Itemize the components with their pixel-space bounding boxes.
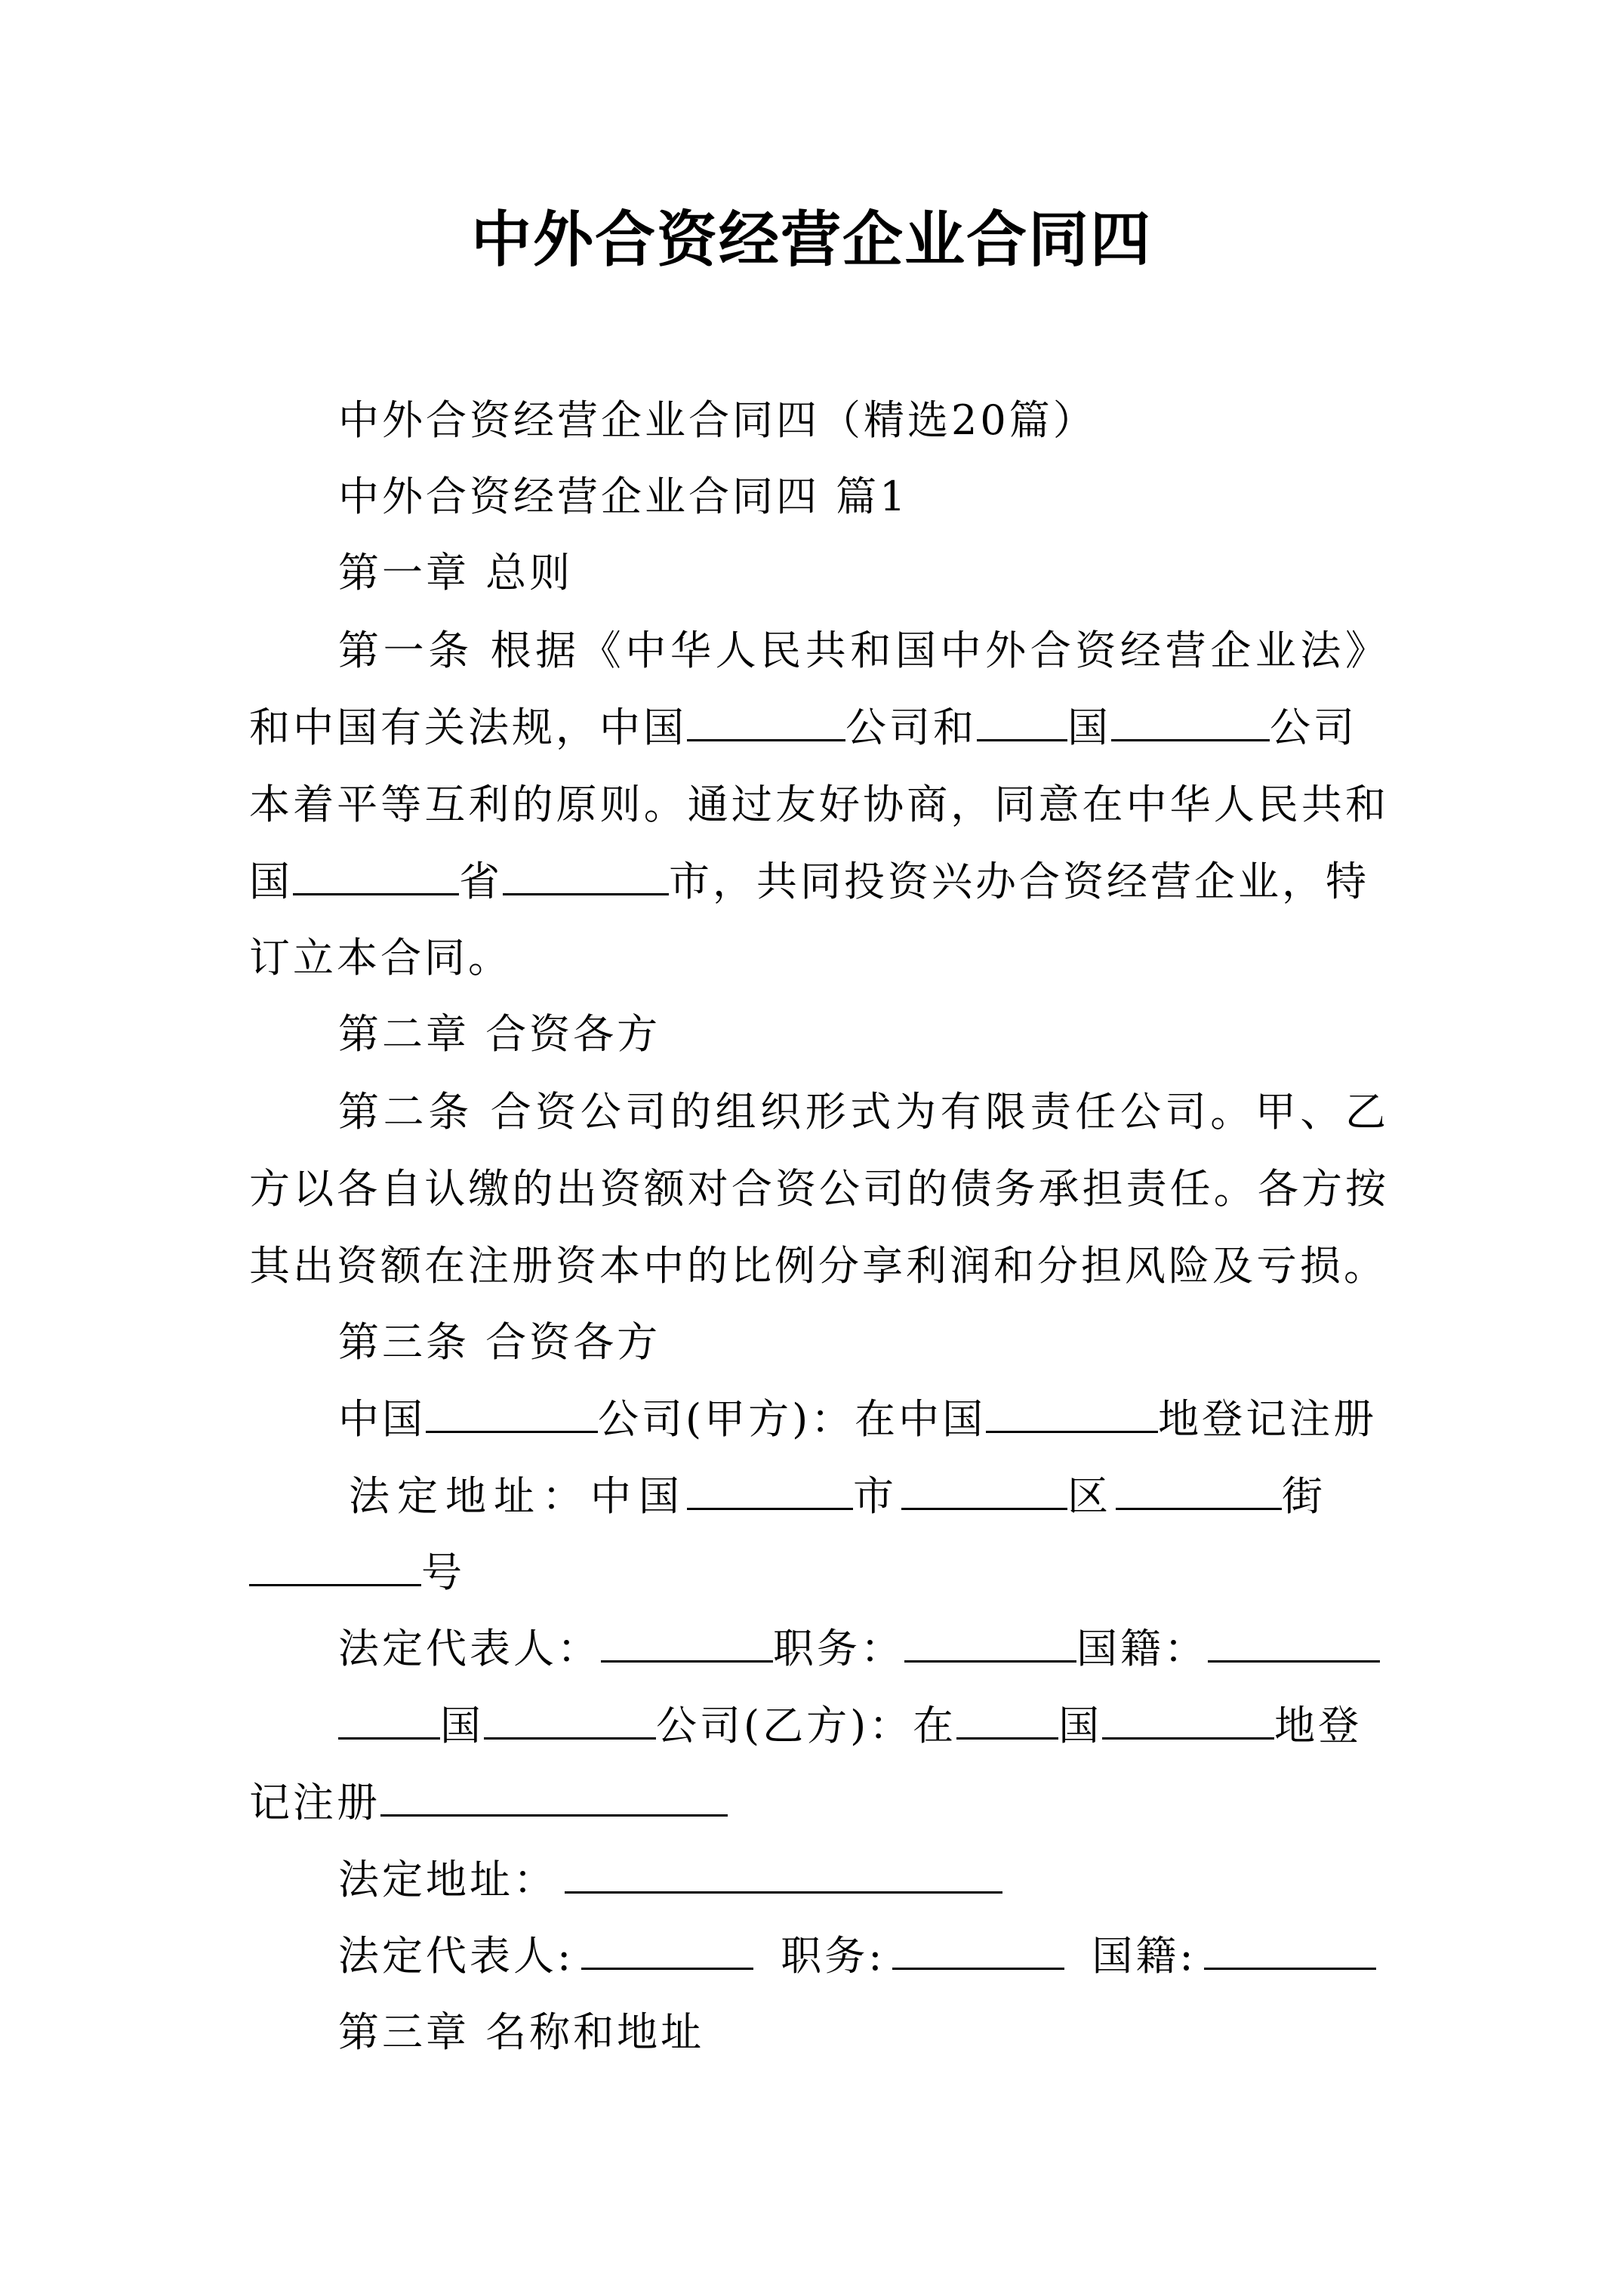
blank-field [581, 1921, 753, 1970]
party-b-line-2: 记注册 [249, 1765, 1389, 1841]
party-a-representative-line: 法定代表人： 职务： 国籍： [338, 1611, 1478, 1687]
subtitle: 中外合资经营企业合同四（精选20篇） [338, 396, 1097, 444]
chapter-3-heading: 第三章 名称和地址 [338, 2008, 705, 2056]
article-3-heading: 第三条 合资各方 [338, 1318, 661, 1366]
blank-field [503, 846, 669, 895]
blank-field [901, 1461, 1067, 1510]
blank-field [904, 1613, 1076, 1663]
party-b-representative-line: 法定代表人: 职务: 国籍: [338, 1918, 1478, 1994]
article-1-line-2: 和中国有关法规，中国 公司和 国 公司 [249, 690, 1389, 766]
article-2-line-2: 方以各自认缴的出资额对合资公司的债务承担责任。各方按 [249, 1165, 1389, 1213]
blank-field [986, 1384, 1158, 1433]
document-title: 中外合资经营企业合同四 [471, 204, 1152, 275]
blank-field [565, 1845, 1002, 1894]
article-1-line-5: 订立本合同。 [249, 934, 512, 982]
blank-field [687, 692, 845, 741]
blank-field [249, 1537, 421, 1586]
chapter-2-heading: 第二章 合资各方 [338, 1010, 661, 1058]
article-1-line-1: 第一条 根据《中华人民共和国中外合资经营企业法》 [338, 627, 1389, 674]
article-2-line-3: 其出资额在注册资本中的比例分享利润和分担风险及亏损。 [249, 1242, 1387, 1290]
party-a-address-line: 法定地址：中国 市 区 街 [349, 1459, 1489, 1534]
blank-field [1208, 1613, 1380, 1663]
article-1-line-4: 国 省 市，共同投资兴办合资经营企业，特 [249, 844, 1389, 920]
blank-field [1111, 692, 1270, 741]
blank-field [293, 846, 459, 895]
blank-field [380, 1767, 728, 1817]
blank-field [601, 1613, 773, 1663]
party-b-address-line: 法定地址： [338, 1842, 1478, 1918]
party-b-line: 国 公司(乙方)：在 国 地登 [338, 1688, 1478, 1764]
blank-field [892, 1921, 1064, 1970]
party-a-address-line-2: 号 [249, 1535, 1389, 1610]
blank-field [426, 1384, 598, 1433]
chapter-1-heading: 第一章 总则 [338, 549, 574, 596]
article-1-line-3: 本着平等互利的原则。通过友好协商，同意在中华人民共和 [249, 781, 1389, 828]
article-2-line-1: 第二条 合资公司的组织形式为有限责任公司。甲、乙 [338, 1088, 1389, 1136]
blank-field [956, 1690, 1058, 1740]
blank-field [977, 692, 1067, 741]
blank-field [1204, 1921, 1376, 1970]
blank-field [1102, 1690, 1274, 1740]
party-a-line: 中国 公司(甲方)：在中国 地登记注册 [338, 1382, 1478, 1457]
blank-field [484, 1690, 656, 1740]
blank-field [338, 1690, 440, 1740]
section-heading: 中外合资经营企业合同四 篇1 [338, 473, 909, 520]
blank-field [1116, 1461, 1282, 1510]
blank-field [687, 1461, 853, 1510]
